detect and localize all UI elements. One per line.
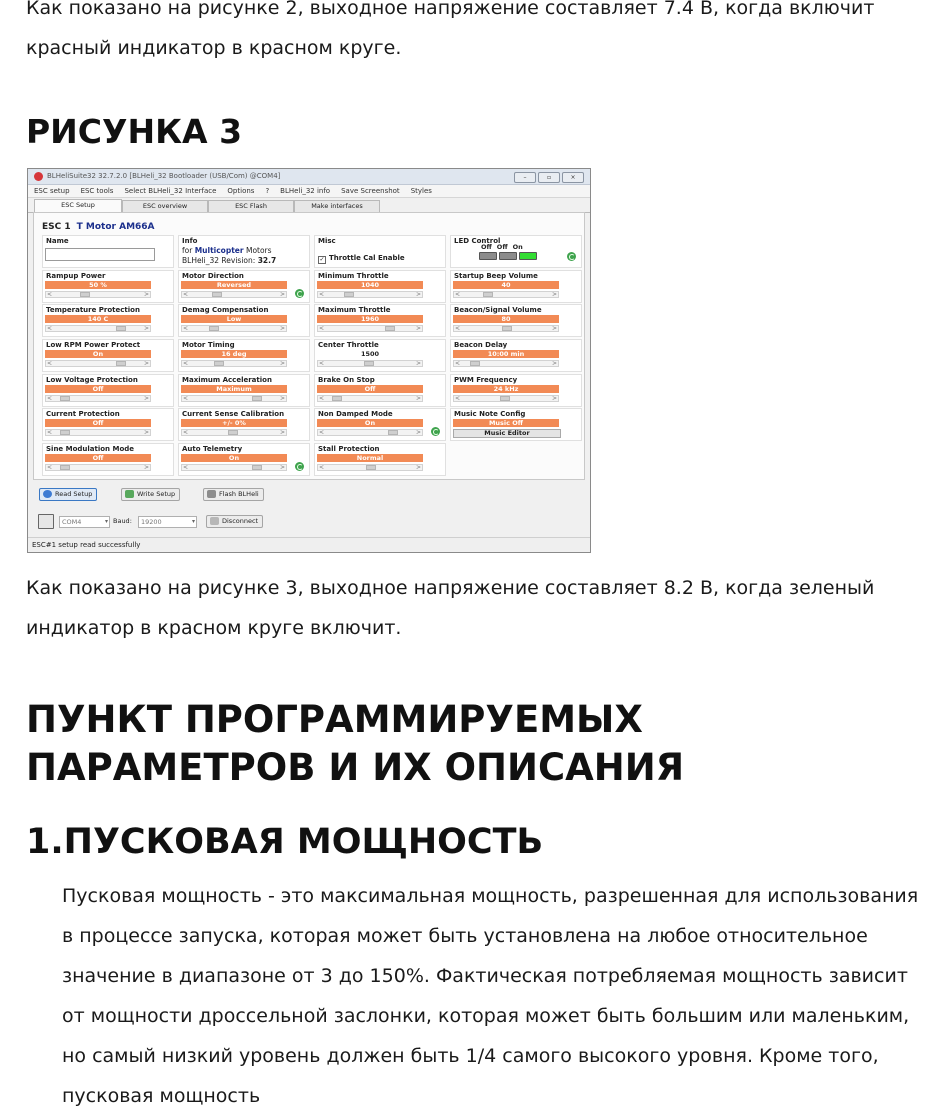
current-protection-slider-thumb[interactable] [60, 430, 70, 435]
slider-right-arrow-icon[interactable]: > [551, 325, 557, 332]
info-for: for [182, 246, 193, 255]
startup-beep-volume-cell [450, 270, 582, 303]
slider-left-arrow-icon[interactable]: < [319, 325, 325, 332]
slider-left-arrow-icon[interactable]: < [455, 291, 461, 298]
slider-left-arrow-icon[interactable]: < [319, 395, 325, 402]
non-damped-mode-value: On [317, 419, 423, 427]
slider-left-arrow-icon[interactable]: < [47, 429, 53, 436]
throttle-cal-checkbox[interactable]: ✓ [319, 256, 325, 263]
current-sense-calibration-slider-thumb[interactable] [228, 430, 238, 435]
info-cell [178, 235, 310, 268]
minimum-throttle-label: Minimum Throttle [318, 272, 389, 280]
menu-item-esc-setup[interactable]: ESC setup [34, 187, 70, 195]
figure-title: РИСУНКА 3 [26, 112, 243, 151]
section-title: ПУНКТ ПРОГРАММИРУЕМЫХ ПАРАМЕТРОВ И ИХ ОПИСАНИЯ [26, 698, 685, 789]
temperature-protection-label: Temperature Protection [46, 306, 140, 314]
com-dropdown-icon: ▾ [104, 518, 108, 525]
motor-timing-slider[interactable] [181, 360, 287, 367]
info-multicopter: Multicopter [194, 246, 244, 255]
current-protection-slider[interactable] [45, 429, 151, 436]
app-logo-icon [34, 172, 43, 181]
beacon-delay-slider-thumb[interactable] [470, 361, 480, 366]
slider-left-arrow-icon[interactable]: < [183, 395, 189, 402]
music-off-value[interactable]: Music Off [453, 419, 559, 427]
slider-left-arrow-icon[interactable]: < [455, 395, 461, 402]
pwm-frequency-slider-thumb[interactable] [500, 396, 510, 401]
startup-beep-volume-value: 40 [453, 281, 559, 289]
menu-item-options[interactable]: Options [227, 187, 255, 195]
write-icon [125, 490, 134, 498]
maximum-acceleration-value: Maximum [181, 385, 287, 393]
demag-compensation-value: Low [181, 315, 287, 323]
result-paragraph: Как показано на рисунке 3, выходное напряжение составляет 8.2 В, когда зеленый индикатор в красном круге включит. [26, 577, 875, 639]
low-voltage-protection-value: Off [45, 385, 151, 393]
stall-protection-slider[interactable] [317, 464, 423, 471]
center-throttle-label: Center Throttle [318, 341, 379, 349]
led1-indicator[interactable] [479, 252, 497, 260]
motor-direction-reset-icon[interactable] [295, 289, 304, 298]
slider-right-arrow-icon[interactable]: > [415, 464, 421, 471]
beacon-signal-volume-slider[interactable] [453, 325, 559, 332]
throttle-cal-line [318, 254, 405, 264]
slider-left-arrow-icon[interactable]: < [455, 360, 461, 367]
brake-on-stop-slider-thumb[interactable] [332, 396, 342, 401]
slider-left-arrow-icon[interactable]: < [47, 325, 53, 332]
slider-left-arrow-icon[interactable]: < [183, 291, 189, 298]
name-label: Name [46, 237, 69, 245]
com-port-select[interactable] [59, 516, 110, 528]
slider-right-arrow-icon[interactable]: > [279, 395, 285, 402]
port-icon [38, 514, 54, 529]
write-setup-label: Write Setup [137, 490, 176, 498]
esc-label: ESC 1 [42, 222, 71, 232]
slider-right-arrow-icon[interactable]: > [143, 291, 149, 298]
startup-beep-volume-slider[interactable] [453, 291, 559, 298]
low-voltage-protection-slider-thumb[interactable] [60, 396, 70, 401]
beacon-signal-volume-value: 80 [453, 315, 559, 323]
current-protection-value: Off [45, 419, 151, 427]
temperature-protection-value: 140 C [45, 315, 151, 323]
info-revision-line [182, 256, 276, 265]
demag-compensation-label: Demag Compensation [182, 306, 269, 314]
current-sense-calibration-cell [178, 408, 310, 441]
motor-direction-label: Motor Direction [182, 272, 244, 280]
current-sense-calibration-label: Current Sense Calibration [182, 410, 285, 418]
slider-right-arrow-icon[interactable]: > [279, 429, 285, 436]
esc-header [42, 222, 155, 232]
window-titlebar [28, 169, 590, 185]
temperature-protection-slider[interactable] [45, 325, 151, 332]
non-damped-mode-label: Non Damped Mode [318, 410, 393, 418]
startup-beep-volume-label: Startup Beep Volume [454, 272, 538, 280]
current-sense-calibration-value: +/- 0% [181, 419, 287, 427]
slider-right-arrow-icon[interactable]: > [143, 395, 149, 402]
led-reset-icon[interactable] [567, 252, 576, 261]
info-type-line [182, 246, 272, 255]
slider-right-arrow-icon[interactable]: > [551, 395, 557, 402]
misc-label: Misc [318, 237, 336, 245]
non-damped-mode-cell [314, 408, 446, 441]
slider-left-arrow-icon[interactable]: < [183, 464, 189, 471]
slider-right-arrow-icon[interactable]: > [143, 325, 149, 332]
disconnect-button[interactable] [206, 515, 263, 528]
center-throttle-slider-thumb[interactable] [364, 361, 374, 366]
low-rpm-power-protect-slider-thumb[interactable] [116, 361, 126, 366]
slider-right-arrow-icon[interactable]: > [415, 325, 421, 332]
maximum-acceleration-slider-thumb[interactable] [252, 396, 262, 401]
slider-left-arrow-icon[interactable]: < [183, 429, 189, 436]
slider-right-arrow-icon[interactable]: > [279, 291, 285, 298]
low-rpm-power-protect-slider[interactable] [45, 360, 151, 367]
low-voltage-protection-slider[interactable] [45, 395, 151, 402]
motor-direction-slider-thumb[interactable] [212, 292, 222, 297]
slider-left-arrow-icon[interactable]: < [319, 429, 325, 436]
brake-on-stop-cell [314, 374, 446, 407]
low-voltage-protection-cell [42, 374, 174, 407]
slider-left-arrow-icon[interactable]: < [47, 464, 53, 471]
baud-dropdown-icon: ▾ [191, 518, 195, 525]
minimize-button[interactable]: – [514, 172, 536, 183]
beacon-delay-value: 10:00 min [453, 350, 559, 358]
read-icon [43, 490, 52, 498]
minimum-throttle-slider[interactable] [317, 291, 423, 298]
pwm-frequency-label: PWM Frequency [454, 376, 518, 384]
brake-on-stop-label: Brake On Stop [318, 376, 375, 384]
center-throttle-slider[interactable] [317, 360, 423, 367]
slider-left-arrow-icon[interactable]: < [183, 325, 189, 332]
maximum-acceleration-slider[interactable] [181, 395, 287, 402]
maximum-throttle-cell [314, 304, 446, 337]
non-damped-mode-slider-thumb[interactable] [388, 430, 398, 435]
flash-icon [207, 490, 216, 498]
slider-right-arrow-icon[interactable]: > [551, 360, 557, 367]
temperature-protection-cell [42, 304, 174, 337]
led-state-labels [481, 243, 528, 251]
minimum-throttle-slider-thumb[interactable] [344, 292, 354, 297]
tab-bar [28, 198, 590, 213]
beacon-delay-label: Beacon Delay [454, 341, 508, 349]
rampup-power-cell [42, 270, 174, 303]
menu-item-blheli-32-info[interactable]: BLHeli_32 info [280, 187, 331, 195]
startup-beep-volume-slider-thumb[interactable] [483, 292, 493, 297]
center-throttle-cell [314, 339, 446, 372]
disconnect-icon [210, 517, 219, 525]
rampup-power-value: 50 % [45, 281, 151, 289]
slider-left-arrow-icon[interactable]: < [319, 464, 325, 471]
motor-direction-slider[interactable] [181, 291, 287, 298]
led2-state: Off [496, 243, 508, 251]
motor-timing-label: Motor Timing [182, 341, 235, 349]
motor-timing-cell [178, 339, 310, 372]
motor-direction-cell [178, 270, 310, 303]
slider-right-arrow-icon[interactable]: > [279, 360, 285, 367]
revision-label: BLHeli_32 Revision: [182, 256, 256, 265]
menu-item-help[interactable]: ? [265, 187, 270, 195]
auto-telemetry-slider[interactable] [181, 464, 287, 471]
rampup-power-slider-thumb[interactable] [80, 292, 90, 297]
beacon-delay-slider[interactable] [453, 360, 559, 367]
disconnect-label: Disconnect [222, 517, 259, 525]
motor-timing-slider-thumb[interactable] [214, 361, 224, 366]
name-cell [42, 235, 174, 268]
tab-esc-flash[interactable]: ESC Flash [208, 200, 294, 212]
stall-protection-value: Normal [317, 454, 423, 462]
stall-protection-cell [314, 443, 446, 476]
beacon-signal-volume-slider-thumb[interactable] [502, 326, 512, 331]
close-button[interactable]: × [562, 172, 584, 183]
brake-on-stop-slider[interactable] [317, 395, 423, 402]
menu-item-save-screenshot[interactable]: Save Screenshot [341, 187, 400, 195]
sine-modulation-mode-slider-thumb[interactable] [60, 465, 70, 470]
misc-cell [314, 235, 446, 268]
blheli-screenshot [27, 168, 591, 553]
demag-compensation-slider-thumb[interactable] [209, 326, 219, 331]
throttle-cal-label: Throttle Cal Enable [329, 254, 405, 262]
menu-item-styles[interactable]: Styles [410, 187, 432, 195]
stall-protection-label: Stall Protection [318, 445, 380, 453]
led3-state: On [512, 243, 523, 251]
slider-right-arrow-icon[interactable]: > [143, 464, 149, 471]
slider-right-arrow-icon[interactable]: > [279, 325, 285, 332]
stall-protection-slider-thumb[interactable] [366, 465, 376, 470]
revision-value: 32.7 [257, 256, 277, 265]
slider-left-arrow-icon[interactable]: < [319, 360, 325, 367]
slider-right-arrow-icon[interactable]: > [551, 291, 557, 298]
tab-esc-setup[interactable]: ESC Setup [34, 199, 122, 213]
tab-make-interfaces[interactable]: Make interfaces [294, 200, 380, 212]
read-setup-button[interactable] [39, 488, 97, 501]
rampup-description: Пусковая мощность - это максимальная мощность, разрешенная для использования в процессе запуска, которая может быть установлена на любое относительное значение в диапазоне от 3 до 150%. Фактическая потребляемая мощность зависит от мощности дроссельной заслонки, которая может быть большим или маленьким, но самый низкий уровень должен быть 1/4 самого высокого уровня. Кроме того, пусковая мощность [62, 885, 919, 1107]
slider-left-arrow-icon[interactable]: < [47, 360, 53, 367]
auto-telemetry-reset-icon[interactable] [295, 462, 304, 471]
current-protection-cell [42, 408, 174, 441]
low-voltage-protection-label: Low Voltage Protection [46, 376, 138, 384]
beacon-signal-volume-cell [450, 304, 582, 337]
read-setup-label: Read Setup [55, 490, 93, 498]
non-damped-mode-reset-icon[interactable] [431, 427, 440, 436]
name-input[interactable] [45, 248, 155, 261]
maximum-throttle-slider-thumb[interactable] [385, 326, 395, 331]
pwm-frequency-value: 24 kHz [453, 385, 559, 393]
low-rpm-power-protect-value: On [45, 350, 151, 358]
write-setup-button[interactable] [121, 488, 180, 501]
maximum-acceleration-cell [178, 374, 310, 407]
current-sense-calibration-slider[interactable] [181, 429, 287, 436]
slider-right-arrow-icon[interactable]: > [415, 291, 421, 298]
slider-right-arrow-icon[interactable]: > [415, 395, 421, 402]
auto-telemetry-value: On [181, 454, 287, 462]
slider-left-arrow-icon[interactable]: < [455, 325, 461, 332]
sine-modulation-mode-slider[interactable] [45, 464, 151, 471]
slider-right-arrow-icon[interactable]: > [143, 360, 149, 367]
maximum-throttle-slider[interactable] [317, 325, 423, 332]
slider-right-arrow-icon[interactable]: > [415, 360, 421, 367]
led-control-label: LED Control [454, 237, 501, 245]
sine-modulation-mode-value: Off [45, 454, 151, 462]
motor-direction-value: Reversed [181, 281, 287, 289]
pwm-frequency-slider[interactable] [453, 395, 559, 402]
music-label: Music Note Config [454, 410, 526, 418]
led1-state: Off [481, 243, 492, 251]
menu-item-esc-tools[interactable]: ESC tools [80, 187, 114, 195]
minimum-throttle-cell [314, 270, 446, 303]
menu-item-select-blheli-32-interface[interactable]: Select BLHeli_32 Interface [124, 187, 217, 195]
esc-setup-panel [33, 212, 585, 480]
info-motors: Motors [245, 246, 272, 255]
center-throttle-value: 1500 [360, 350, 380, 358]
temperature-protection-slider-thumb[interactable] [116, 326, 126, 331]
slider-left-arrow-icon[interactable]: < [47, 291, 53, 298]
maximum-throttle-value: 1960 [317, 315, 423, 323]
baud-value: 19200 [141, 518, 162, 526]
led3-indicator[interactable] [519, 252, 537, 260]
music-editor-button[interactable]: Music Editor [453, 429, 561, 438]
esc-model: T Motor AM66A [76, 222, 155, 232]
motor-timing-value: 16 deg [181, 350, 287, 358]
slider-left-arrow-icon[interactable]: < [183, 360, 189, 367]
maximum-acceleration-label: Maximum Acceleration [182, 376, 272, 384]
low-rpm-power-protect-label: Low RPM Power Protect [46, 341, 141, 349]
slider-right-arrow-icon[interactable]: > [143, 429, 149, 436]
maximum-throttle-label: Maximum Throttle [318, 306, 391, 314]
flash-blheli-label: Flash BLHeli [219, 490, 259, 498]
slider-left-arrow-icon[interactable]: < [319, 291, 325, 298]
current-protection-label: Current Protection [46, 410, 120, 418]
sine-modulation-mode-label: Sine Modulation Mode [46, 445, 135, 453]
subsection-title: 1.ПУСКОВАЯ МОЩНОСТЬ [26, 822, 544, 862]
slider-right-arrow-icon[interactable]: > [279, 464, 285, 471]
demag-compensation-cell [178, 304, 310, 337]
sine-modulation-mode-cell [42, 443, 174, 476]
slider-left-arrow-icon[interactable]: < [47, 395, 53, 402]
com-port-value: COM4 [62, 518, 82, 526]
brake-on-stop-value: Off [317, 385, 423, 393]
tab-esc-overview[interactable]: ESC overview [122, 200, 208, 212]
menu-bar [28, 185, 590, 198]
led2-indicator[interactable] [499, 252, 517, 260]
flash-blheli-button[interactable] [203, 488, 264, 501]
music-cell [450, 408, 582, 441]
beacon-delay-cell [450, 339, 582, 372]
led-control-cell [450, 235, 582, 268]
slider-right-arrow-icon[interactable]: > [415, 429, 421, 436]
status-bar: ESC#1 setup read successfully [28, 537, 590, 551]
maximize-button[interactable]: ▫ [538, 172, 560, 183]
window-title: BLHeliSuite32 32.7.2.0 [BLHeli_32 Bootloader (USB/Com) @COM4] [47, 172, 281, 180]
low-rpm-power-protect-cell [42, 339, 174, 372]
baud-select[interactable] [138, 516, 197, 528]
auto-telemetry-cell [178, 443, 310, 476]
non-damped-mode-slider[interactable] [317, 429, 423, 436]
rampup-power-slider[interactable] [45, 291, 151, 298]
rampup-power-label: Rampup Power [46, 272, 106, 280]
auto-telemetry-label: Auto Telemetry [182, 445, 243, 453]
minimum-throttle-value: 1040 [317, 281, 423, 289]
auto-telemetry-slider-thumb[interactable] [252, 465, 262, 470]
beacon-signal-volume-label: Beacon/Signal Volume [454, 306, 542, 314]
info-label: Info [182, 237, 198, 245]
demag-compensation-slider[interactable] [181, 325, 287, 332]
pwm-frequency-cell [450, 374, 582, 407]
baud-label: Baud: [113, 517, 132, 525]
intro-paragraph: Как показано на рисунке 2, выходное напряжение составляет 7.4 В, когда включит красный индикатор в красном круге. [26, 0, 875, 59]
